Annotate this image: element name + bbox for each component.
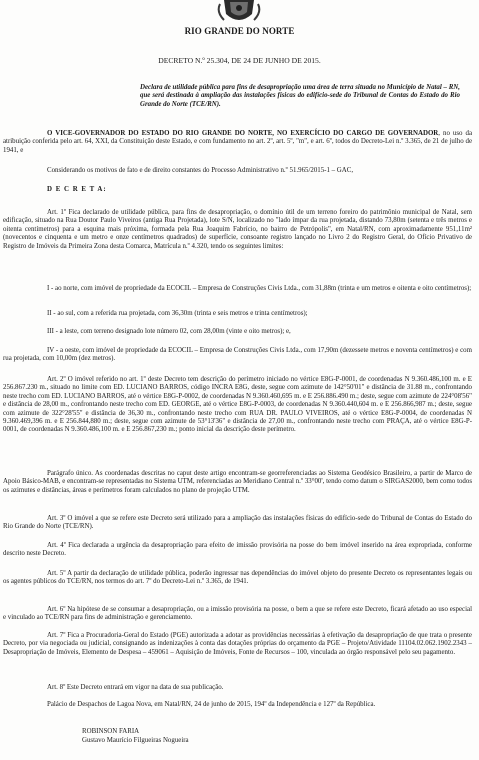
limit-west: IV - a oeste, com imóvel de propriedade da ECOCIL – Empresa de Construções Civis Ltda., com 17,90m (dezessete metros e noventa centímetros) e com rua projetada, com 10,00m (dez metros). [3, 347, 472, 363]
article-2: Art. 2º O imóvel referido no art. 1º deste Decreto tem descrição do perímetro iniciado no vértice E8G-P-0001, de coordenadas N 9.360.486,100 m. e E 256.867.230 m., situado no limite com ED. LUCIANO BARROS, código INCRA E8G, deste, segue com azimute de 142°50'01" e distância de 31.88 m., confrontando neste trecho com ED. LUCIANO BARROS, até o vértice E8G-P-0002, de coordenadas N 9.360.460,695 m. e E 256.886.490 m.; deste, segue com azimute de 224°08'56" e distância de 28,00 m., confrontando neste trecho com ED. GEORGE, até o vértice E8G-P-0003, de coordenadas N 9.360.440,604 m. e E 256.866,987 m.; deste, segue com azimute de 322°28'55" e distância de 36,30 m., confrontando neste trecho com RUA DR. PAULO VIVEIROS, até o vértice E8G-P-0004, de coordenadas N 9.360.469,396 m. e E 256.844,880 m.; deste, segue com azimute de 53°13'36" e distância de 27,00 m., confrontando neste trecho com PRAÇA, até o vértice E8G-P-0001, de coordenadas N 9.360.486,100 m. e E 256.867,230 m.; ponto inicial da descrição deste perímetro. [3, 376, 472, 434]
signature-governor: ROBINSON FARIA [82, 728, 140, 735]
signature-secretary: Gustavo Maurício Filgueiras Nogueira [82, 736, 189, 744]
preamble-authority: O VICE-GOVERNADOR DO ESTADO DO RIO GRANDE DO NORTE, NO EXERCÍCIO DO CARGO DE GOVERNADOR [47, 130, 439, 137]
preamble-paragraph [3, 130, 472, 155]
article-4: Art. 4º Fica declarada a urgência da desapropriação para efeito de imissão provisória na posse do bem imóvel inserido na área expropriada, conforme descrito neste Decreto. [3, 542, 472, 558]
state-name-heading: RIO GRANDE DO NORTE [184, 26, 295, 36]
article-1: Art. 1º Fica declarado de utilidade pública, para fins de desapropriação, o domínio útil de um terreno foreiro do patrimônio municipal de Natal, sem edificação, situado na Rua Doutor Paulo Viveiros (antiga Rua Projetada), lote S/N, localizado no "lado ímpar da rua projetada, distando 73,80m (setenta e três metros e oitenta centímetros) para a esquina mais próxima, formada pela Rua Joaquim Fabrício, no bairro de Petrópolis", em Natal/RN, com aproximadamente 951,11m² (novecentos e cinquenta e um metro e onze centímetros quadrados) de superfície, consoante registro lançado no Livro 2 do Registro Geral, do Ofício Privativo de Registro de Imóveis da Primeira Zona desta Comarca, Matrícula n.º 4.320, tendo os seguintes limites: [3, 209, 472, 250]
article-3: Art. 3º O imóvel a que se refere este Decreto será utilizado para a ampliação das instalações físicas do edifício-sede do Tribunal de Contas do Estado do Rio Grande do Norte (TCE/RN). [3, 515, 472, 531]
article-5: Art. 5º A partir da declaração de utilidade pública, poderão ingressar nas dependências do imóvel objeto do presente Decreto os representantes legais ou os agentes públicos do TCE/RN, nos termos do art. 7º do Decreto-Lei n.º 3.365, de 1941. [3, 570, 472, 586]
article-2-sole-paragraph: Parágrafo único. As coordenadas descritas no caput deste artigo encontram-se georreferenciadas ao Sistema Geodésico Brasileiro, a partir de Marco de Apoio Básico-MAB, e encontram-se representadas no Sistema UTM, referenciadas ao Meridiano Central n.º 33°00', tendo como datum o SIRGAS2000, bem como todos os azimutes e distâncias, áreas e perímetros foram calculados no plano de projeção UTM. [3, 470, 472, 494]
considerando-paragraph: Considerando os motivos de fato e de direito constantes do Processo Administrativo n.º 51.965/2015-1 – GAC, [47, 167, 354, 174]
state-coat-of-arms-icon [216, 0, 262, 24]
article-6: Art. 6º Na hipótese de se consumar a desapropriação, ou a imissão provisória na posse, o bem a que se refere este Decreto, ficará afetado ao uso especial e vinculado ao TCE/RN para fins de administração e gerenciamento. [3, 606, 472, 622]
limit-north: I - ao norte, com imóvel de propriedade da ECOCIL – Empresa de Construções Civis Ltda., com 31,88m (trinta e um metros e oitenta e oito centímetros); [47, 285, 472, 292]
decree-summary: Declara de utilidade pública para fins de desapropriação uma área de terra situada no Município de Natal – RN, que será destinada à ampliação das instalações físicas do edifício-sede do Tribunal de Contas do Estado do Rio Grande do Norte (TCE/RN). [140, 84, 460, 108]
decree-title: DECRETO N.º 25.304, DE 24 DE JUNHO DE 2015. [158, 56, 321, 65]
article-7: Art. 7º Fica a Procuradoria-Geral do Estado (PGE) autorizada a adotar as providências necessárias à efetivação da desapropriação de que trata o presente Decreto, por via negociada ou judicial, consignando as indenizações à conta das dotações próprias do orçamento da PGE – Projeto/Atividade 11104.02.062.1902.2343 – Desapropriação de Imóveis, Elemento de Despesa – 459061 – Aquisição de Imóveis, Fonte de Recursos – 100, vinculada ao órgão responsável pelo seu pagamento. [3, 632, 472, 656]
closing-place-date: Palácio de Despachos de Lagoa Nova, em Natal/RN, 24 de junho de 2015, 194º da Independência e 127º da República. [47, 701, 376, 708]
limit-east: III - a leste, com terreno designado lote número 02, com 28,00m (vinte e oito metros); e, [47, 328, 291, 335]
decreta-heading: D E C R E T A: [47, 186, 107, 193]
article-8: Art. 8º Este Decreto entrará em vigor na data de sua publicação. [47, 684, 224, 691]
signature-block [82, 728, 382, 745]
preamble-text: , no uso da atribuição conferida pelo art. 64, XXI, da Constituição deste Estado, e com fundamento no art. 2º, art. 5º, "m", e art. 6º, todos do Decreto-Lei n.º 3.365, de 21 de julho de 1941, e [3, 130, 472, 154]
limit-south: II - ao sul, com a referida rua projetada, com 36,30m (trinta e seis metros e trinta centímetros); [47, 310, 308, 317]
